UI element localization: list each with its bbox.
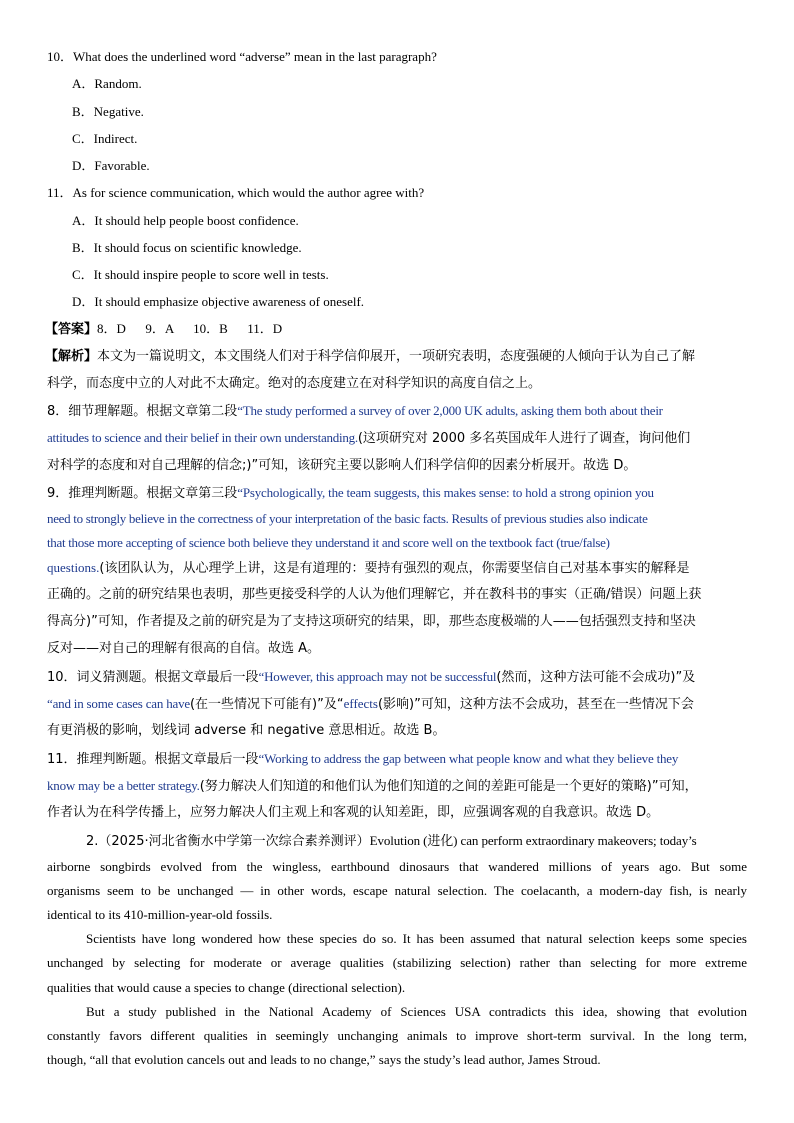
passage-2-p1-text-2: airborne songbirds evolved from the wingless, earthbound dinosaurs that wandered millions of years ago. But some <box>47 859 747 874</box>
explanation-11-cn-2: (努力解决人们知道的和他们认为他们知道的之间的差距可能是一个更好的策略)”可知， <box>199 779 698 794</box>
explanation-8-line-3: 对科学的态度和对自己理解的信念;)”可知，该研究主要以影响人们科学信仰的因素分析展开。故选 D。 <box>47 458 637 473</box>
explanation-10-quote-2b: effects <box>343 696 378 711</box>
analysis-line-1 <box>45 349 695 365</box>
question-10-option-c: C．Indirect. <box>72 131 138 146</box>
passage-2-p2-line-3: qualities that would cause a species to change (directional selection). <box>47 980 406 995</box>
explanation-9-quote-1: “Psychologically, the team suggests, this makes sense: to hold a strong opinion you <box>237 485 654 500</box>
question-11-option-d: D．It should emphasize objective awareness of oneself. <box>72 294 365 309</box>
explanation-10-cn-1b: (然而，这种方法可能不会成功)”及 <box>496 670 696 685</box>
passage-2-heading <box>86 833 697 850</box>
passage-2-intro: Evolution (进化) can perform extraordinary makeovers; today’s <box>369 833 697 848</box>
explanation-11-cn-1: 11．推理判断题。根据文章最后一段 <box>47 752 259 767</box>
question-10-option-a: A．Random. <box>72 76 142 91</box>
passage-2-p2-text-2: unchanged by selecting for moderate or average qualities (stabilizing selection) rather than selecting for more extreme <box>47 955 747 970</box>
explanation-9-quote-4: questions. <box>47 560 100 575</box>
passage-2-p2-line-2 <box>47 955 747 971</box>
explanation-8-cn-1: 8．细节理解题。根据文章第二段 <box>47 404 238 419</box>
explanation-10-line-2 <box>47 696 694 713</box>
explanation-10-line-1 <box>47 669 695 686</box>
passage-2-p1-line-3 <box>47 883 747 899</box>
question-11-option-c: C．It should inspire people to score well in tests. <box>72 267 329 282</box>
passage-2-p2-text-1: Scientists have long wondered how these species do so. It has been assumed that natural selection keeps some species <box>86 931 747 946</box>
question-11-stem: 11．As for science communication, which would the author agree with? <box>47 185 425 200</box>
analysis-line-2: 科学，而态度中立的人对此不太确定。绝对的态度建立在对科学知识的高度自信之上。 <box>47 376 542 391</box>
explanation-11-line-3: 作者认为在科学传播上，应努力解决人们主观上和客观的认知差距，即，应强调客观的自我意识。故选 D。 <box>47 805 660 820</box>
passage-2-source: 2.（2025·河北省衡水中学第一次综合素养测评） <box>86 834 370 849</box>
question-10-option-d: D．Favorable. <box>72 158 150 173</box>
passage-2-p1-text-3: organisms seem to be unchanged — in other words, escape natural selection. The coelacanth, a modern-day fish, is nearly <box>47 883 747 898</box>
explanation-9-line-3: that those more accepting of science both believe they understand it and score well on the textbook fact (true/false) <box>47 535 610 550</box>
explanation-11-quote-2: know may be a better strategy. <box>47 778 200 793</box>
explanation-9-cn-1: 9．推理判断题。根据文章第三段 <box>47 486 238 501</box>
explanation-9-line-1 <box>47 485 654 502</box>
explanation-11-line-2 <box>47 778 698 795</box>
explanation-9-line-7: 反对——对自己的理解有很高的自信。故选 A。 <box>47 641 321 656</box>
analysis-label: 【解析】 <box>45 349 98 364</box>
answer-text: 8．D 9．A 10．B 11．D <box>97 321 283 336</box>
passage-2-p2-line-1 <box>86 931 747 947</box>
passage-2-p1-line-2 <box>47 859 747 875</box>
explanation-10-cn-2b: (影响)”可知，这种方法不会成功，甚至在一些情况下会 <box>377 697 694 712</box>
question-10-stem: 10．What does the underlined word “adverse” mean in the last paragraph? <box>47 49 437 64</box>
question-11-option-b: B．It should focus on scientific knowledge. <box>72 240 302 255</box>
explanation-8-line-1 <box>47 403 663 420</box>
question-10-option-b: B．Negative. <box>72 104 144 119</box>
answer-label: 【答案】 <box>45 322 98 337</box>
answer-line <box>45 321 282 338</box>
passage-2-p1-line-4: identical to its 410-million-year-old fossils. <box>47 907 273 922</box>
passage-2-p3-line-1 <box>86 1004 747 1020</box>
explanation-10-quote-2: “and in some cases can have <box>47 696 190 711</box>
explanation-8-quote-1: “The study performed a survey of over 2,000 UK adults, asking them both about their <box>237 403 663 418</box>
explanation-9-line-2: need to strongly believe in the correctness of your interpretation of the basic facts. Results of previous studies also indicate <box>47 511 648 526</box>
explanation-10-cn-2: (在一些情况下可能有)”及“ <box>189 697 344 712</box>
question-11-option-a: A．It should help people boost confidence. <box>72 213 299 228</box>
explanation-9-cn-4: (该团队认为，从心理学上讲，这是有道理的：要持有强烈的观点，你需要坚信自己对基本事实的解释是 <box>99 561 690 576</box>
analysis-text-1: 本文为一篇说明文，本文围绕人们对于科学信仰展开，一项研究表明，态度强硬的人倾向于认为自己了解 <box>97 349 696 364</box>
explanation-10-cn-1: 10．词义猜测题。根据文章最后一段 <box>47 670 259 685</box>
passage-2-p3-line-3: though, “all that evolution cancels out and leads to no change,” says the study’s lead author, James Stroud. <box>47 1052 601 1067</box>
explanation-9-line-6: 得高分)”可知，作者提及之前的研究是为了支持这项研究的结果，即，那些态度极端的人——包括强烈支持和坚决 <box>47 614 696 629</box>
explanation-9-line-4 <box>47 560 689 577</box>
explanation-9-line-5: 正确的。之前的研究结果也表明，那些更接受科学的人认为他们理解它，并在教科书的事实（正确/错误）问题上获 <box>47 587 702 602</box>
explanation-10-quote-1: “However, this approach may not be successful <box>258 669 497 684</box>
explanation-8-quote-2: attitudes to science and their belief in their own understanding. <box>47 430 358 445</box>
passage-2-p3-text-2: constantly favors different qualities in seemingly unchanging animals to improve short-term survival. In the long term, <box>47 1028 747 1043</box>
explanation-10-line-3: 有更消极的影响，划线词 adverse 和 negative 意思相近。故选 B。 <box>47 723 446 738</box>
explanation-8-cn-2: (这项研究对 2000 多名英国成年人进行了调查，询问他们 <box>357 431 691 446</box>
explanation-11-quote-1: “Working to address the gap between what people know and what they believe they <box>258 751 679 766</box>
explanation-8-line-2 <box>47 430 690 447</box>
explanation-11-line-1 <box>47 751 678 768</box>
passage-2-p3-line-2 <box>47 1028 747 1044</box>
passage-2-p3-text-1: But a study published in the National Academy of Sciences USA contradicts this idea, showing that evolution <box>86 1004 747 1019</box>
